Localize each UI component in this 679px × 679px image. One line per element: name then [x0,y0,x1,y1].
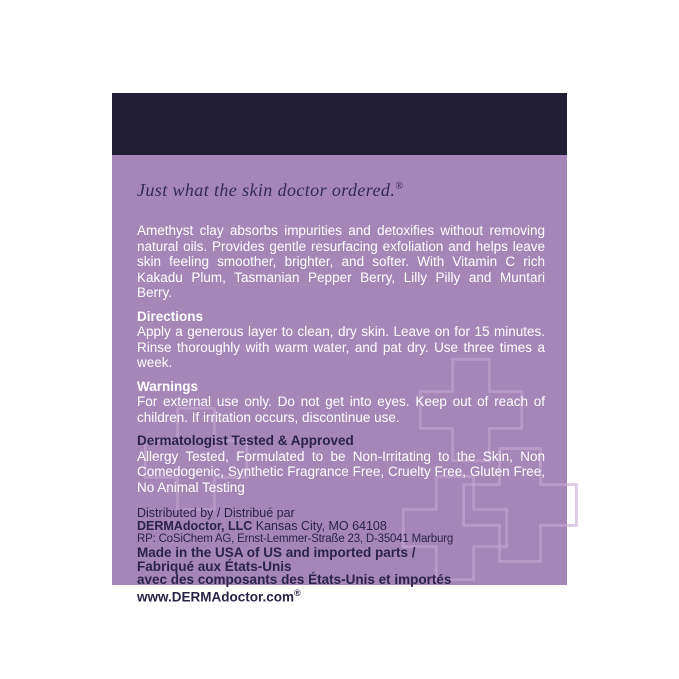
directions-section [137,309,545,371]
website-url: www.DERMAdoctor.com [137,589,295,604]
label-top-band [112,93,567,155]
made-line-2: Fabriqué aux États-Unis [137,558,292,574]
distributed-by-line: Distributed by / Distribué par [137,506,295,520]
dermatologist-heading: Dermatologist Tested & Approved [137,433,354,448]
dermatologist-body: Allergy Tested, Formulated to be Non-Irritating to the Skin, Non Comedogenic, Synthetic Fragrance Free, Cruelty Free, Gluten Free, No Animal Testing [137,448,545,495]
directions-body: Apply a generous layer to clean, dry skin. Leave on for 15 minutes. Rinse thoroughly with warm water, and pat dry. Use three times a week. [137,324,545,370]
made-line-1: Made in the USA of US and imported parts / [137,545,416,560]
warnings-section [137,379,545,426]
warnings-body: For external use only. Do not get into eyes. Keep out of reach of children. If irritation occurs, discontinue use. [137,394,545,425]
registered-mark: ® [395,181,404,192]
brand-tagline [137,177,545,200]
product-label-back-panel [112,93,567,604]
made-line-3: avec des composants des États-Unis et importés [137,572,452,587]
directions-heading: Directions [137,308,204,324]
tagline-text: Just what the skin doctor ordered. [137,180,396,200]
website-line [137,587,545,604]
dermatologist-section [137,433,545,495]
distribution-block [137,507,545,546]
label-content [112,177,567,604]
company-line [137,520,545,533]
company-address: Kansas City, MO 64108 [252,519,387,533]
rp-line: RP: CoSiChem AG, Ernst-Lemmer-Straße 23, D-35041 Marburg [137,533,454,545]
made-in-block [137,546,545,604]
registered-mark: ® [294,587,301,598]
product-description: Amethyst clay absorbs impurities and detoxifies without removing natural oils. Provides gentle resurfacing exfoliation and helps leave skin feeling smoother, brighter, and softer. With Vitamin C rich Kakadu Plum, Tasmanian Pepper Berry, Lilly Pilly and Muntari Berry. [137,223,545,300]
company-name: DERMAdoctor, LLC [137,519,253,533]
warnings-heading: Warnings [137,378,199,394]
